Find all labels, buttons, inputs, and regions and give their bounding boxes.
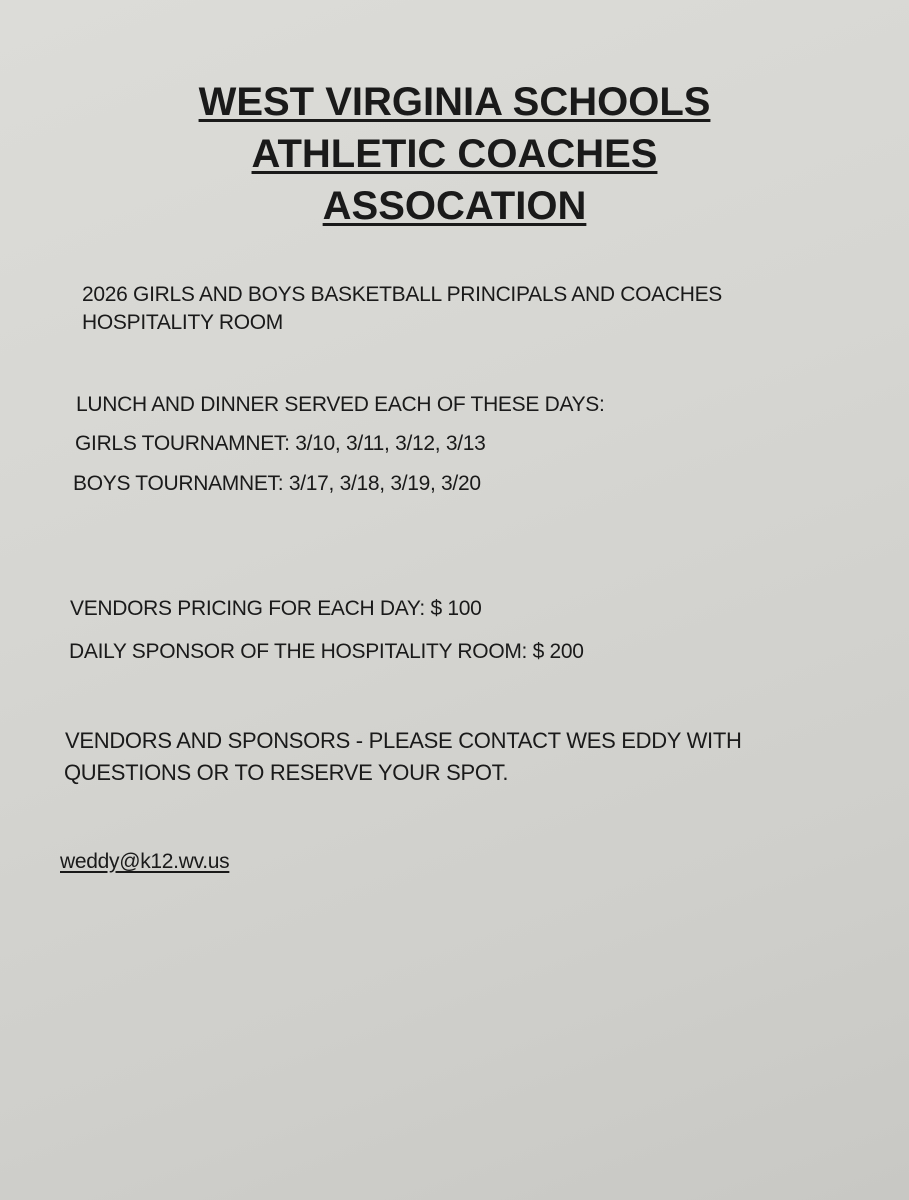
document-title xyxy=(0,76,909,232)
title-line: ASSOCATION xyxy=(322,184,587,228)
contact-line: QUESTIONS OR TO RESERVE YOUR SPOT. xyxy=(64,760,509,785)
subtitle-line: 2026 GIRLS AND BOYS BASKETBALL PRINCIPALS AND COACHES xyxy=(82,283,723,306)
title-line: WEST VIRGINIA SCHOOLS xyxy=(198,80,711,124)
schedule-heading: LUNCH AND DINNER SERVED EACH OF THESE DAYS: xyxy=(76,393,605,416)
contact-email-link[interactable]: weddy@k12.wv.us xyxy=(60,850,230,873)
contact-line: VENDORS AND SPONSORS - PLEASE CONTACT WES EDDY WITH xyxy=(65,728,742,753)
girls-schedule: GIRLS TOURNAMNET: 3/10, 3/11, 3/12, 3/13 xyxy=(75,432,486,455)
boys-schedule: BOYS TOURNAMNET: 3/17, 3/18, 3/19, 3/20 xyxy=(73,472,481,495)
title-line: ATHLETIC COACHES xyxy=(251,132,658,176)
sponsor-pricing: DAILY SPONSOR OF THE HOSPITALITY ROOM: $ 200 xyxy=(69,640,584,663)
vendor-pricing: VENDORS PRICING FOR EACH DAY: $ 100 xyxy=(70,597,482,620)
subtitle-line: HOSPITALITY ROOM xyxy=(82,311,283,334)
